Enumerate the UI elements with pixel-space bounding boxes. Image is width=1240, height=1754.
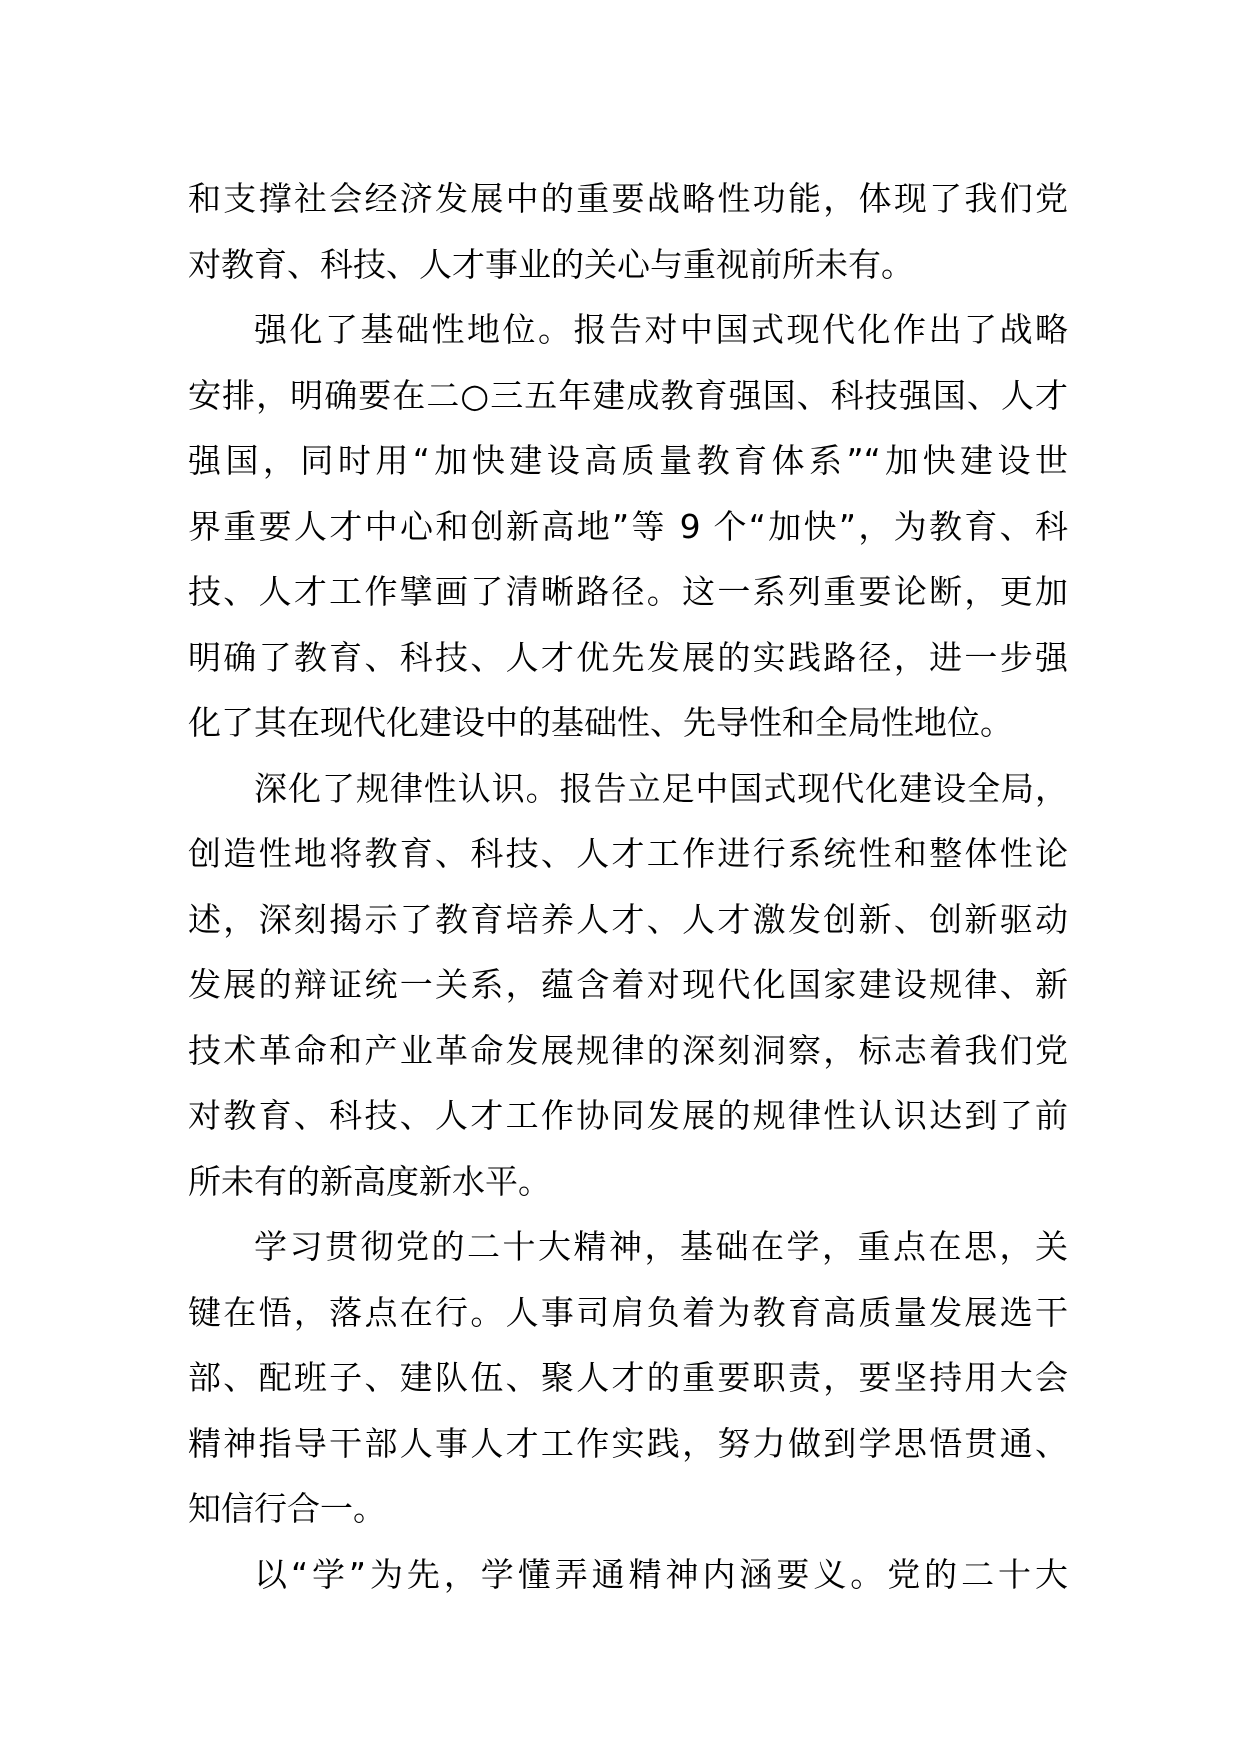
text-line: 对教育、科技、人才工作协同发展的规律性认识达到了前 (188, 1096, 1068, 1135)
text-line: 技术革命和产业革命发展规律的深刻洞察，标志着我们党 (188, 1030, 1068, 1070)
text-line: 知信行合一。 (188, 1489, 386, 1528)
text-line: 安排，明确要在二○三五年建成教育强国、科技强国、人才 (188, 375, 1068, 415)
text-line: 所未有的新高度新水平。 (188, 1161, 551, 1201)
text-line: 述，深刻揭示了教育培养人才、人才激发创新、创新驱动 (188, 899, 1068, 939)
text-line: 发展的辩证统一关系，蕴含着对现代化国家建设规律、新 (188, 965, 1068, 1004)
text-line: 强国，同时用“加快建设高质量教育体系”“加快建设世 (188, 441, 1068, 480)
text-line: 以“学”为先，学懂弄通精神内涵要义。党的二十大 (254, 1554, 1068, 1594)
text-line: 深化了规律性认识。报告立足中国式现代化建设全局， (254, 768, 1068, 808)
text-line: 和支撑社会经济发展中的重要战略性功能，体现了我们党 (188, 179, 1068, 218)
text-line: 部、配班子、建队伍、聚人才的重要职责，要坚持用大会 (188, 1358, 1068, 1397)
text-line: 技、人才工作擘画了清晰路径。这一系列重要论断，更加 (188, 572, 1068, 611)
text-line: 创造性地将教育、科技、人才工作进行系统性和整体性论 (188, 834, 1068, 873)
text-line: 精神指导干部人事人才工作实践，努力做到学思悟贯通、 (188, 1423, 1068, 1463)
text-line: 学习贯彻党的二十大精神，基础在学，重点在思，关 (254, 1227, 1068, 1266)
text-line: 对教育、科技、人才事业的关心与重视前所未有。 (188, 244, 914, 284)
text-line: 键在悟，落点在行。人事司肩负着为教育高质量发展选干 (188, 1292, 1068, 1332)
text-line: 明确了教育、科技、人才优先发展的实践路径，进一步强 (188, 637, 1068, 677)
text-line: 强化了基础性地位。报告对中国式现代化作出了战略 (254, 310, 1068, 349)
body-text (188, 166, 1068, 1607)
text-line: 化了其在现代化建设中的基础性、先导性和全局性地位。 (188, 703, 1013, 742)
text-line: 界重要人才中心和创新高地”等 9 个“加快”，为教育、科 (188, 506, 1068, 546)
